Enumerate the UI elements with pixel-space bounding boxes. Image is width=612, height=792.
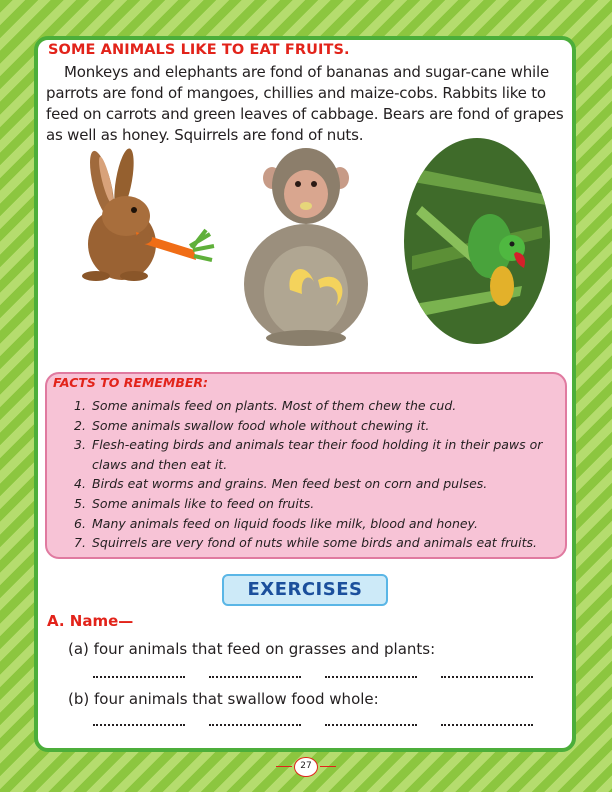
- fact-item: 1. Some animals feed on plants. Most of them chew the cud.: [74, 398, 457, 413]
- rabbit-image: [72, 146, 222, 282]
- section-heading: SOME ANIMALS LIKE TO EAT FRUITS.: [48, 42, 350, 58]
- question-a: (a) four animals that feed on grasses and plants:: [68, 640, 436, 658]
- exercises-banner: EXERCISES: [222, 574, 388, 606]
- fact-item: 6. Many animals feed on liquid foods like milk, blood and honey.: [74, 515, 478, 531]
- page-number-rule-right: [320, 766, 336, 767]
- answer-blank[interactable]: [441, 676, 533, 678]
- intro-paragraph: Monkeys and elephants are fond of bananas and sugar-cane while parrots are fond of mangoes, chillies and maize-cobs. Rabbits like to feed on carrots and green leaves of cabbage. Bears are fond of grapes as well as honey. Squirrels are fond of nuts.: [46, 63, 564, 144]
- answer-blank[interactable]: [209, 676, 301, 678]
- section-a-title: A. Name—: [47, 612, 134, 630]
- fact-item: 5. Some animals like to feed on fruits.: [74, 495, 315, 511]
- answer-blank[interactable]: [325, 724, 417, 726]
- answer-blank[interactable]: [325, 676, 417, 678]
- fact-item: 4. Birds eat worms and grains. Men feed best on corn and pulses.: [74, 476, 488, 492]
- facts-list: [74, 396, 562, 553]
- fact-item: 2. Some animals swallow food whole without chewing it.: [74, 417, 430, 433]
- monkey-image: [230, 142, 382, 348]
- facts-title: FACTS TO REMEMBER:: [53, 375, 209, 390]
- parrot-image: [402, 136, 552, 346]
- fact-item: 7. Squirrels are very fond of nuts while some birds and animals eat fruits.: [74, 535, 537, 551]
- page-number-rule-left: [276, 766, 292, 767]
- answer-blank[interactable]: [93, 724, 185, 726]
- question-b: (b) four animals that swallow food whole:: [68, 690, 379, 708]
- answer-blank[interactable]: [209, 724, 301, 726]
- answer-blank[interactable]: [93, 676, 185, 678]
- page-number: 27: [294, 757, 318, 777]
- fact-item: 3. Flesh-eating birds and animals tear their food holding it in their paws or claws and then eat it.: [74, 437, 543, 472]
- answer-blank[interactable]: [441, 724, 533, 726]
